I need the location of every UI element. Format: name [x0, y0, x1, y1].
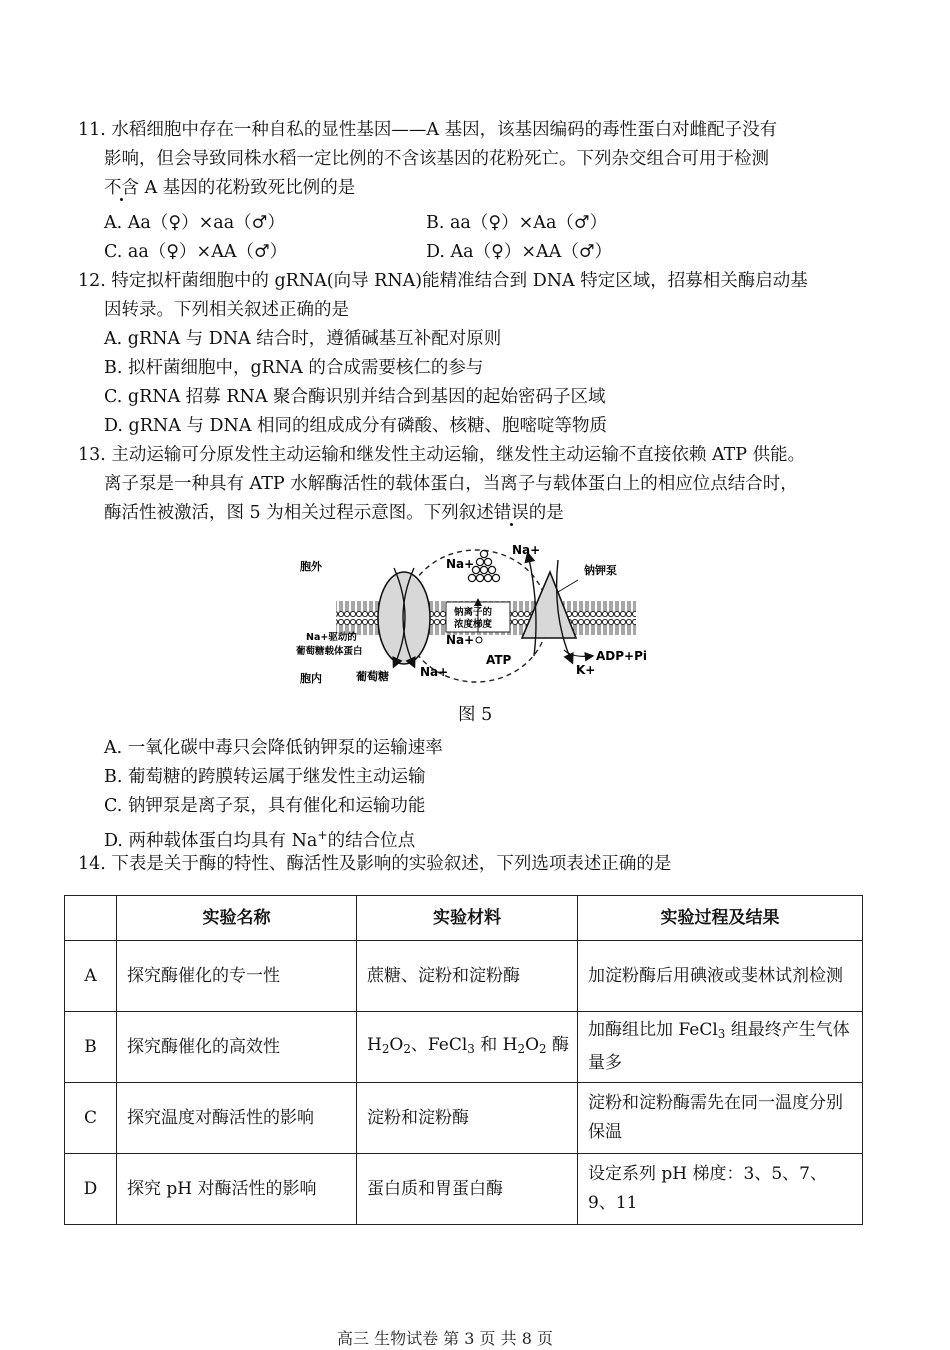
row-experiment-name: 探究酶催化的高效性: [117, 1012, 357, 1083]
membrane-transport-figure: [296, 538, 656, 688]
q11-option-c: C. aa（♀）×AA（♂）: [104, 242, 288, 262]
process-subscript: 3: [717, 1027, 726, 1041]
page-footer: 高三 生物试卷 第 3 页 共 8 页: [337, 1329, 553, 1348]
row-material: [357, 1012, 578, 1083]
table-header-name: 实验名称: [117, 896, 357, 941]
table-row: [65, 1154, 863, 1225]
row-process: 设定系列 pH 梯度：3、5、7、9、11: [578, 1154, 863, 1225]
label-pump: 钠钾泵: [584, 564, 617, 577]
row-key: A: [65, 941, 117, 1012]
material-subscript: 2: [403, 1041, 411, 1056]
material-subscript: 2: [381, 1041, 390, 1056]
process-text: 加酶组比加 FeCl: [588, 1020, 718, 1040]
q11-stem-line3: [104, 174, 355, 203]
table-row: [65, 1012, 863, 1083]
material-text: 、FeCl: [410, 1034, 468, 1055]
q13-stem-line3: [104, 499, 564, 528]
table-header-blank: [65, 896, 117, 941]
q11-emphasis: 不含: [104, 178, 139, 198]
row-experiment-name: 探究温度对酶活性的影响: [117, 1083, 357, 1154]
row-process: 淀粉和淀粉酶需先在同一温度分别保温: [578, 1083, 863, 1154]
row-experiment-name: 探究 pH 对酶活性的影响: [117, 1154, 357, 1225]
table-row: [65, 1083, 863, 1154]
material-subscript: 2: [539, 1041, 547, 1056]
q12-option-a: A. gRNA 与 DNA 结合时，遵循碱基互补配对原则: [104, 329, 502, 349]
row-key: D: [65, 1154, 117, 1225]
q13-option-c: C. 钠钾泵是离子泵，具有催化和运输功能: [104, 796, 426, 816]
material-subscript: 2: [517, 1041, 526, 1056]
label-gradient-line2: 浓度梯度: [454, 619, 493, 630]
q11-stem-line3-rest: A 基因的花粉致死比例的是: [139, 178, 356, 198]
q11-option-d: D. Aa（♀）×AA（♂）: [426, 242, 613, 262]
row-process: [578, 1012, 863, 1083]
label-na-pumped: Na+: [512, 543, 541, 557]
q13-stem-line3-pre: 酶活性被激活，图 5 为相关过程示意图。下列叙述: [104, 503, 494, 523]
row-material: 蛋白质和胃蛋白酶: [357, 1154, 578, 1225]
material-text: 酶: [546, 1034, 570, 1055]
row-key: C: [65, 1083, 117, 1154]
q11-option-b: B. aa（♀）×Aa（♂）: [426, 213, 608, 233]
label-na-cluster: Na+: [446, 557, 475, 571]
label-outside: 胞外: [300, 560, 322, 573]
row-key: B: [65, 1012, 117, 1083]
q13-option-a: A. 一氧化碳中毒只会降低钠钾泵的运输速率: [104, 738, 443, 758]
row-material: 蔗糖、淀粉和淀粉酶: [357, 941, 578, 1012]
label-na-mid: Na+: [446, 633, 475, 647]
label-carrier-line1: Na+驱动的: [306, 632, 357, 643]
q13-stem-line1: 13. 主动运输可分原发性主动运输和继发性主动运输，继发性主动运输不直接依赖 ATP 供能。: [78, 445, 806, 465]
label-carrier-line2: 葡萄糖载体蛋白: [296, 646, 363, 657]
figure-caption: 图 5: [458, 705, 493, 725]
q13-option-d-post: 的结合位点: [327, 830, 416, 851]
q12-stem-line2: 因转录。下列相关叙述正确的是: [104, 300, 349, 320]
q13-option-d-pre: D. 两种载体蛋白均具有 Na: [104, 830, 318, 851]
label-na-bottom: Na+: [420, 665, 449, 679]
material-text: H: [367, 1034, 382, 1055]
material-text: O: [525, 1034, 540, 1055]
material-text: O: [389, 1034, 404, 1055]
table-header-material: 实验材料: [357, 896, 578, 941]
pump-label-leader: [558, 580, 578, 592]
q11-stem-line1: 11. 水稻细胞中存在一种自私的显性基因——A 基因，该基因编码的毒性蛋白对雌配子没有: [78, 120, 778, 140]
row-experiment-name: 探究酶催化的专一性: [117, 941, 357, 1012]
q13-stem-line2: 离子泵是一种具有 ATP 水解酶活性的载体蛋白，当离子与载体蛋白上的相应位点结合时，: [104, 474, 798, 494]
table-header-process: 实验过程及结果: [578, 896, 863, 941]
q14-stem: 14. 下表是关于酶的特性、酶活性及影响的实验叙述，下列选项表述正确的是: [78, 854, 672, 874]
row-process: 加淀粉酶后用碘液或斐林试剂检测: [578, 941, 863, 1012]
label-inside: 胞内: [300, 672, 322, 685]
table-header-row: [65, 896, 863, 941]
q11-option-a: A. Aa（♀）×aa（♂）: [104, 213, 285, 233]
glucose-carrier-protein: [378, 572, 430, 664]
q12-stem-line1: 12. 特定拟杆菌细胞中的 gRNA(向导 RNA)能精准结合到 DNA 特定区域，招募相关酶启动基: [78, 271, 808, 291]
experiment-table: [64, 895, 863, 1225]
material-text: 和 H: [474, 1034, 518, 1055]
q12-option-b: B. 拟杆菌细胞中，gRNA 的合成需要核仁的参与: [104, 358, 484, 378]
q12-option-c: C. gRNA 招募 RNA 聚合酶识别并结合到基因的起始密码子区域: [104, 387, 606, 407]
label-adp: ADP+Pi: [596, 649, 648, 663]
label-glucose: 葡萄糖: [356, 670, 389, 683]
row-material: 淀粉和淀粉酶: [357, 1083, 578, 1154]
label-gradient-line1: 钠离子的: [454, 607, 493, 618]
process-text: 组最终产生气体量多: [588, 1020, 850, 1073]
label-potassium: K+: [576, 663, 596, 677]
label-atp: ATP: [486, 653, 512, 667]
table-row: [65, 941, 863, 1012]
q13-option-d-sup: +: [317, 828, 328, 842]
q12-option-d: D. gRNA 与 DNA 相同的组成成分有磷酸、核糖、胞嘧啶等物质: [104, 416, 608, 436]
q13-emphasis: 错误: [493, 503, 529, 523]
q13-stem-line3-post: 的是: [528, 503, 564, 523]
q11-stem-line2: 影响，但会导致同株水稻一定比例的不含该基因的花粉死亡。下列杂交组合可用于检测: [104, 149, 769, 169]
material-subscript: 3: [467, 1041, 475, 1056]
q13-option-b: B. 葡萄糖的跨膜转运属于继发性主动运输: [104, 767, 426, 787]
